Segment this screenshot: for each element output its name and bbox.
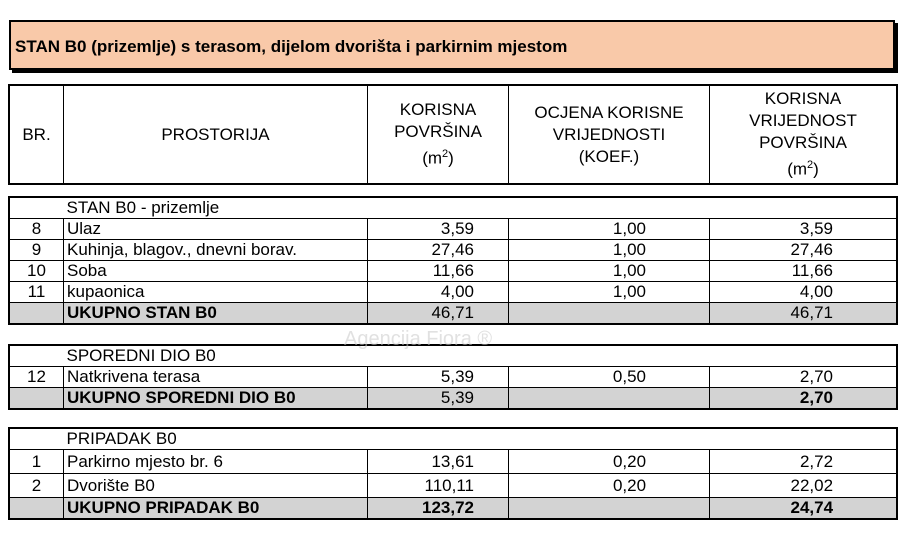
coef-value: 1,00 <box>509 261 710 282</box>
room-name: kupaonica <box>64 282 368 303</box>
table-row <box>10 474 897 498</box>
document-title: STAN B0 (prizemlje) s terasom, dijelom dvorišta i parkirnim mjestom <box>15 37 568 56</box>
useful-value: 3,59 <box>710 219 897 240</box>
room-name: Ulaz <box>64 219 368 240</box>
section-title: STAN B0 - prizemlje <box>64 198 710 219</box>
header-vrijednost <box>710 86 897 184</box>
row-number: 10 <box>10 261 64 282</box>
total-empty-br <box>10 303 64 324</box>
section-table <box>9 428 897 519</box>
table-row <box>10 450 897 474</box>
area-value: 4,00 <box>368 282 509 303</box>
row-number: 8 <box>10 219 64 240</box>
row-number: 9 <box>10 240 64 261</box>
total-value: 2,70 <box>710 388 897 409</box>
room-name: Parkirno mjesto br. 6 <box>64 450 368 474</box>
coef-value: 0,50 <box>509 367 710 388</box>
area-value: 27,46 <box>368 240 509 261</box>
total-empty-coef <box>509 388 710 409</box>
header-korisna-unit: $(m^2)$ <box>422 148 454 168</box>
row-number: 12 <box>10 367 64 388</box>
table-row <box>10 240 897 261</box>
header-br: BR. <box>10 86 64 184</box>
useful-value: 2,70 <box>710 367 897 388</box>
table-row <box>10 367 897 388</box>
total-row <box>10 388 897 409</box>
coef-value: 1,00 <box>509 240 710 261</box>
header-korisna-povrsina <box>368 86 509 184</box>
header-korisna-line2: POVRŠINA <box>394 122 482 142</box>
watermark: Agencija Fiora ® <box>344 328 493 350</box>
useful-value: 4,00 <box>710 282 897 303</box>
coef-value: 0,20 <box>509 474 710 498</box>
coef-value: 1,00 <box>509 282 710 303</box>
total-empty-br <box>10 388 64 409</box>
header-ocjena-line3: (KOEF.) <box>578 146 640 166</box>
row-number: 2 <box>10 474 64 498</box>
table-row <box>10 261 897 282</box>
total-label: UKUPNO SPOREDNI DIO B0 <box>64 388 368 409</box>
header-prostorija: PROSTORIJA <box>64 86 368 184</box>
room-name: Dvorište B0 <box>64 474 368 498</box>
total-value: 46,71 <box>710 303 897 324</box>
header-vrij-line1: KORISNA <box>764 89 842 109</box>
row-number: 1 <box>10 450 64 474</box>
area-value: 13,61 <box>368 450 509 474</box>
total-area: 5,39 <box>368 388 509 409</box>
header-korisna-line1: KORISNA <box>399 100 477 120</box>
section-title-row <box>10 198 897 219</box>
area-value: 5,39 <box>368 367 509 388</box>
total-label: UKUPNO PRIPADAK B0 <box>64 498 368 519</box>
document-title-box <box>9 20 895 70</box>
header-vrij-line3: POVRŠINA <box>759 133 847 153</box>
header-ocjena-line2: VRIJEDNOSTI <box>552 124 666 144</box>
room-name: Soba <box>64 261 368 282</box>
total-row <box>10 498 897 519</box>
total-area: 46,71 <box>368 303 509 324</box>
section-title: SPOREDNI DIO B0 <box>64 346 710 367</box>
total-row <box>10 303 897 324</box>
area-value: 110,11 <box>368 474 509 498</box>
section-title: PRIPADAK B0 <box>64 429 710 450</box>
area-value: 11,66 <box>368 261 509 282</box>
section-title-row <box>10 346 897 367</box>
area-value: 3,59 <box>368 219 509 240</box>
total-value: 24,74 <box>710 498 897 519</box>
section-table <box>9 345 897 409</box>
header-vrij-unit: $(m^2)$ <box>787 159 819 179</box>
total-empty-coef <box>509 498 710 519</box>
header-table <box>9 85 897 184</box>
total-label: UKUPNO STAN B0 <box>64 303 368 324</box>
useful-value: 11,66 <box>710 261 897 282</box>
coef-value: 1,00 <box>509 219 710 240</box>
total-empty-coef <box>509 303 710 324</box>
room-name: Kuhinja, blagov., dnevni borav. <box>64 240 368 261</box>
useful-value: 27,46 <box>710 240 897 261</box>
useful-value: 2,72 <box>710 450 897 474</box>
header-ocjena-line1: OCJENA KORISNE <box>534 102 684 122</box>
total-empty-br <box>10 498 64 519</box>
section-title-row <box>10 429 897 450</box>
header-ocjena <box>509 86 710 184</box>
table-row <box>10 282 897 303</box>
header-vrij-line2: VRIJEDNOST <box>749 111 857 131</box>
section-table <box>9 197 897 324</box>
room-name: Natkrivena terasa <box>64 367 368 388</box>
useful-value: 22,02 <box>710 474 897 498</box>
coef-value: 0,20 <box>509 450 710 474</box>
total-area: 123,72 <box>368 498 509 519</box>
row-number: 11 <box>10 282 64 303</box>
table-row <box>10 219 897 240</box>
